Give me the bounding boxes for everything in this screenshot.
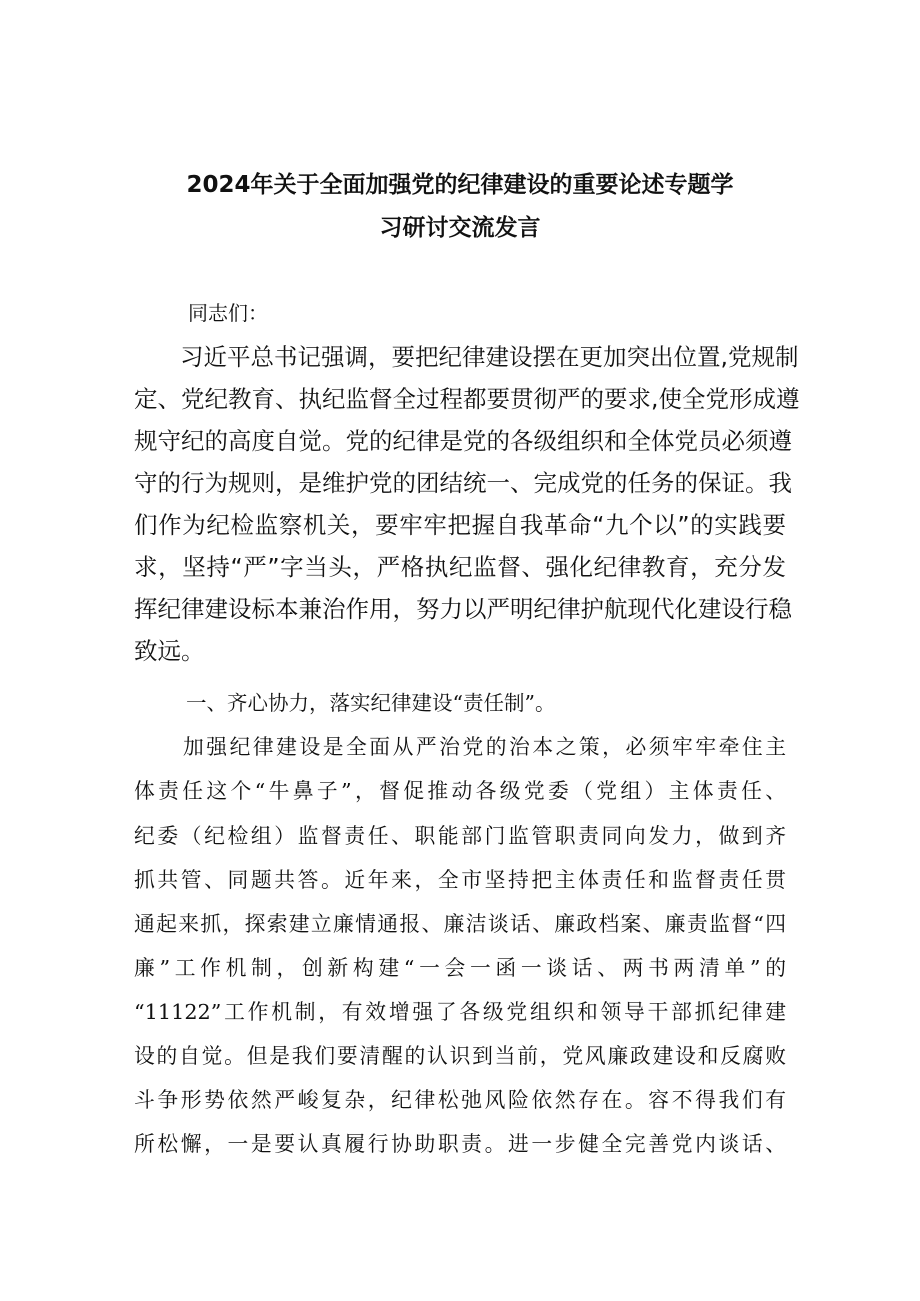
- body-line-9: 斗争形势依然严峻复杂，纪律松弛风险依然存在。容不得我们有: [134, 1088, 786, 1112]
- intro-line-5: 们作为纪检监察机关，要牢牢把握自我革命“九个以”的实践要: [134, 511, 786, 539]
- document-title-line-1: 2024年关于全面加强党的纪律建设的重要论述专题学: [186, 172, 734, 198]
- body-line-1: 加强纪律建设是全面从严治党的治本之策，必须牢牢牵住主: [183, 735, 786, 759]
- body-line-5: 通起来抓，探索建立廉情通报、廉洁谈话、廉政档案、廉责监督“四: [134, 912, 786, 936]
- body-line-2: 体责任这个“牛鼻子”，督促推动各级党委（党组）主体责任、: [134, 779, 786, 803]
- intro-line-6: 求，坚持“严”字当头，严格执纪监督、强化纪律教育，充分发: [134, 553, 786, 581]
- intro-line-2: 定、党纪教育、执纪监督全过程都要贯彻严的要求,使全党形成遵: [134, 385, 800, 413]
- body-line-7: “11122”工作机制，有效增强了各级党组织和领导干部抓纪律建: [134, 1000, 786, 1024]
- salutation: 同志们：: [188, 301, 268, 325]
- section-heading: 一、齐心协力，落实纪律建设“责任制”。: [186, 691, 556, 715]
- intro-line-8: 致远。: [134, 637, 205, 665]
- body-line-10: 所松懈，一是要认真履行协助职责。进一步健全完善党内谈话、: [134, 1132, 786, 1156]
- intro-line-4: 守的行为规则，是维护党的团结统一、完成党的任务的保证。我: [134, 469, 792, 497]
- document-title-line-2: 习研讨交流发言: [379, 215, 541, 241]
- body-line-8: 设的自觉。但是我们要清醒的认识到当前，党风廉政建设和反腐败: [134, 1044, 786, 1068]
- intro-line-3: 规守纪的高度自觉。党的纪律是党的各级组织和全体党员必须遵: [134, 427, 792, 455]
- intro-line-7: 挥纪律建设标本兼治作用，努力以严明纪律护航现代化建设行稳: [134, 595, 792, 623]
- body-line-6: 廉”工作机制，创新构建“一会一函一谈话、两书两清单”的: [134, 956, 786, 980]
- body-line-3: 纪委（纪检组）监督责任、职能部门监管职责同向发力，做到齐: [134, 824, 786, 848]
- intro-line-1: 习近平总书记强调，要把纪律建设摆在更加突出位置,党规制: [180, 343, 799, 371]
- body-line-4: 抓共管、同题共答。近年来，全市坚持把主体责任和监督责任贯: [134, 868, 786, 892]
